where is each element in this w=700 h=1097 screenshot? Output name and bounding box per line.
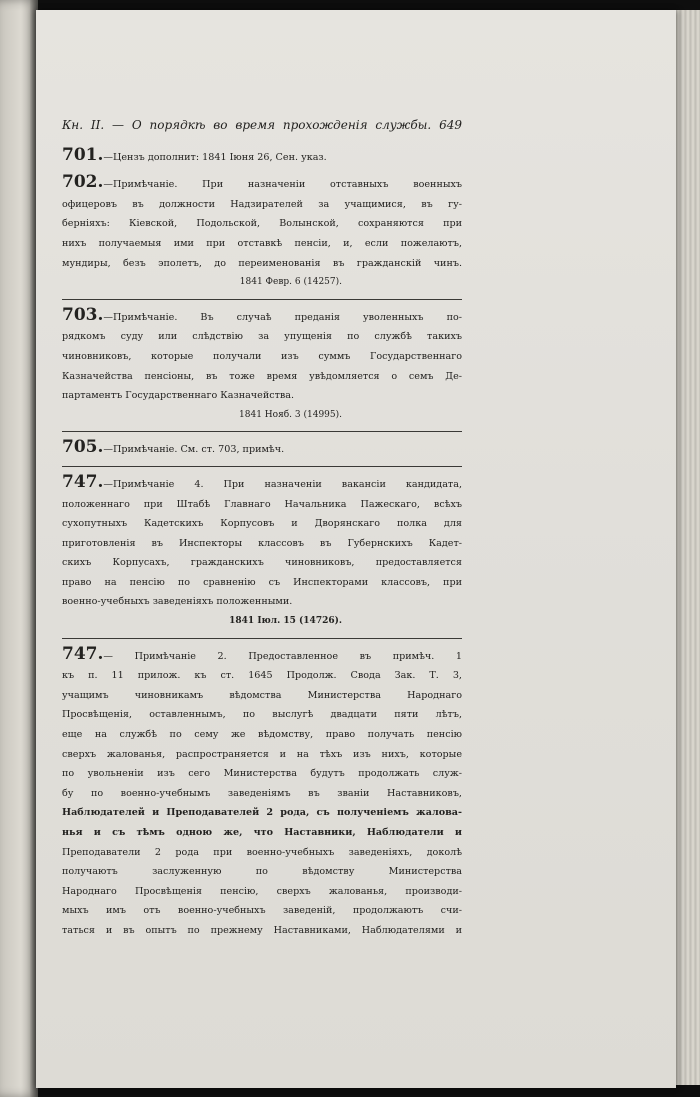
entry-line: — Примѣчаніе 2. Предоставленное въ примѣч. 1 bbox=[103, 650, 462, 662]
entry-line: мыхъ имъ отъ военно-учебныхъ заведеній, продолжаютъ счи- bbox=[62, 905, 462, 917]
entry-line: положеннаго при Штабѣ Главнаго Начальника Пажескаго, всѣхъ bbox=[62, 498, 462, 510]
entry-number: 747. bbox=[62, 644, 104, 664]
entry-line: еще на службѣ по сему же вѣдомству, право получать пенсію bbox=[62, 729, 462, 741]
page-stack-edge bbox=[672, 10, 700, 1085]
entry-line: берніяхъ: Кіевской, Подольской, Волынской, сохраняются при bbox=[62, 218, 462, 230]
entry-line: партаментъ Государственнаго Казначейства. bbox=[62, 390, 295, 402]
entry-line: получаютъ заслуженную по вѣдомству Министерства bbox=[62, 866, 462, 878]
running-head: Кн. II. — О порядкѣ во время прохожденія службы. 649 bbox=[62, 118, 462, 132]
entry-line: Преподаватели 2 рода при военно-учебныхъ заведеніяхъ, доколѣ bbox=[62, 846, 462, 858]
entry-line: сухопутныхъ Кадетскихъ Корпусовъ и Дворянскаго полка для bbox=[62, 518, 462, 530]
entry-line: рядкомъ суду или слѣдствію за упущенія по службѣ такихъ bbox=[62, 331, 462, 343]
entry-number: 703. bbox=[62, 305, 104, 325]
divider bbox=[62, 638, 462, 639]
entry-701 bbox=[62, 146, 462, 168]
entry-line: чиновниковъ, которые получали изъ суммъ Государственнаго bbox=[62, 350, 462, 362]
entry-line: право на пенсію по сравненію съ Инспекторами классовъ, при bbox=[62, 576, 462, 588]
entry-line: по увольненіи изъ сего Министерства будутъ продолжать служ- bbox=[62, 768, 462, 780]
entry-line: приготовленія въ Инспекторы классовъ въ Губернскихъ Кадет- bbox=[62, 537, 462, 549]
entry-line: учащимъ чиновникамъ вѣдомства Министерства Народнаго bbox=[62, 689, 462, 701]
entry-line: скихъ Корпусахъ, гражданскихъ чиновниковъ, предоставляется bbox=[62, 557, 462, 569]
entry-line: Наблюдателей и Преподавателей 2 рода, съ полученіемъ жалова- bbox=[62, 807, 462, 819]
entry-number: 701. bbox=[62, 145, 104, 165]
entry-line: военно-учебныхъ заведеніяхъ положенными. bbox=[62, 596, 293, 608]
entry-line: нья и съ тѣмъ одною же, что Наставники, Наблюдатели и bbox=[62, 827, 462, 838]
entry-705 bbox=[62, 438, 462, 460]
entry-number: 705. bbox=[62, 438, 104, 458]
entry-line: —Примѣчаніе. Въ случаѣ преданія уволенныхъ по- bbox=[103, 311, 462, 323]
entry-line: Казначейства пенсіоны, въ тоже время увѣдомляется о семъ Де- bbox=[62, 370, 462, 382]
entry-line: —Примѣчаніе. При назначеніи отставныхъ военныхъ bbox=[103, 179, 462, 191]
entry-line: —Примѣчаніе. См. ст. 703, примѣч. bbox=[103, 444, 285, 456]
entry-line: бу по военно-учебнымъ заведеніямъ въ званіи Наставниковъ, bbox=[62, 787, 462, 799]
entry-702 bbox=[62, 173, 462, 293]
entry-line: сверхъ жалованья, распространяется и на тѣхъ изъ нихъ, которые bbox=[62, 748, 462, 760]
entry-number: 702. bbox=[62, 173, 104, 193]
divider bbox=[62, 299, 462, 300]
entry-line: офицеровъ въ должности Надзирателей за учащимися, въ гу- bbox=[62, 198, 462, 210]
entry-747-note-4 bbox=[62, 473, 462, 632]
divider bbox=[62, 431, 462, 432]
entry-703 bbox=[62, 306, 462, 426]
entry-line: мундиры, безъ эполетъ, до переименованія въ гражданскій чинъ. bbox=[62, 257, 462, 269]
entry-line: —Примѣчаніе 4. При назначеніи вакансіи кандидата, bbox=[103, 478, 462, 490]
entry-747-note-2 bbox=[62, 645, 462, 941]
entry-citation: 1841 Нояб. 3 (14995). bbox=[239, 409, 342, 420]
entry-number: 747. bbox=[62, 472, 104, 492]
entry-citation: 1841 Іюл. 15 (14726). bbox=[229, 616, 342, 627]
entry-line: —Цензъ дополнит: 1841 Іюня 26, Сен. указ. bbox=[103, 151, 327, 163]
entry-citation: 1841 Февр. 6 (14257). bbox=[239, 277, 342, 288]
entry-line: къ п. 11 прилож. къ ст. 1645 Продолж. Свода Зак. Т. 3, bbox=[62, 670, 462, 682]
entry-line: Просвѣщенія, оставленнымъ, по выслугѣ двадцати пяти лѣтъ, bbox=[62, 709, 462, 721]
divider bbox=[62, 466, 462, 467]
entry-line: нихъ получаемыя ими при отставкѣ пенсіи, и, если пожелаютъ, bbox=[62, 237, 462, 249]
page-text bbox=[62, 116, 462, 947]
entry-line: таться и въ опытъ по прежнему Наставниками, Наблюдателями и bbox=[62, 924, 462, 936]
entry-line: Народнаго Просвѣщенія пенсію, сверхъ жалованья, производи- bbox=[62, 885, 462, 897]
